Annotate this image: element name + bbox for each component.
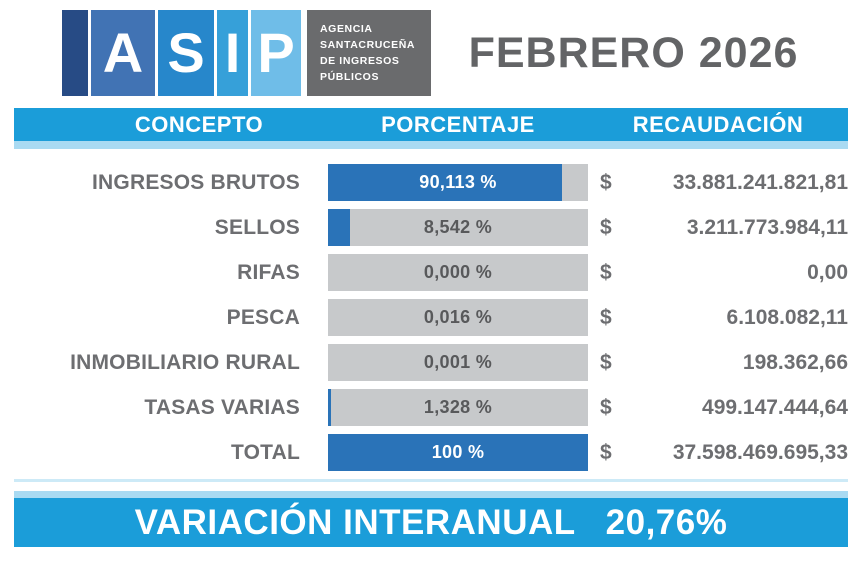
agency-name-box	[307, 10, 431, 96]
concept-label: RIFAS	[14, 261, 328, 285]
table-row-ingresos-brutos	[14, 164, 848, 201]
variation-value: 20,76%	[606, 503, 728, 543]
percentage-bar	[328, 434, 588, 471]
asip-logo	[62, 10, 431, 96]
collection-cell	[588, 216, 848, 240]
percentage-bar	[328, 209, 588, 246]
percentage-bar	[328, 299, 588, 336]
percentage-value: 100 %	[328, 434, 588, 471]
page-root	[0, 10, 862, 547]
percentage-value: 8,542 %	[328, 209, 588, 246]
currency-symbol: $	[600, 306, 612, 330]
amount-value: 0,00	[807, 261, 848, 285]
percentage-value: 0,000 %	[328, 254, 588, 291]
currency-symbol: $	[600, 216, 612, 240]
percentage-value: 1,328 %	[328, 389, 588, 426]
agency-name-line: PÚBLICOS	[320, 71, 431, 83]
variation-banner-main	[14, 498, 848, 547]
collection-cell	[588, 171, 848, 195]
concept-label: INMOBILIARIO RURAL	[14, 351, 328, 375]
percentage-bar	[328, 389, 588, 426]
column-header-concepto: CONCEPTO	[14, 112, 328, 138]
variation-label: VARIACIÓN INTERANUAL	[135, 503, 576, 543]
currency-symbol: $	[600, 441, 612, 465]
table-row-rifas	[14, 254, 848, 291]
table-row-inmobiliario-rural	[14, 344, 848, 381]
concept-label: TOTAL	[14, 441, 328, 465]
currency-symbol: $	[600, 396, 612, 420]
agency-name-line: SANTACRUCEÑA	[320, 39, 431, 51]
collection-cell	[588, 396, 848, 420]
percentage-value: 0,001 %	[328, 344, 588, 381]
collection-cell	[588, 441, 848, 465]
agency-name-line: DE INGRESOS	[320, 55, 431, 67]
table-header-band	[14, 108, 848, 141]
currency-symbol: $	[600, 351, 612, 375]
logo-block-i	[217, 10, 248, 96]
column-header-porcentaje: PORCENTAJE	[328, 112, 588, 138]
logo-block-s	[158, 10, 214, 96]
currency-symbol: $	[600, 261, 612, 285]
logo-letter: S	[167, 25, 204, 81]
logo-block-p	[251, 10, 301, 96]
amount-value: 499.147.444,64	[702, 396, 848, 420]
percentage-bar	[328, 254, 588, 291]
amount-value: 33.881.241.821,81	[673, 171, 848, 195]
variation-banner	[14, 491, 848, 547]
logo-letter: P	[257, 25, 294, 81]
amount-value: 198.362,66	[743, 351, 848, 375]
logo-letter: A	[103, 25, 143, 81]
logo-block-accent	[62, 10, 88, 96]
column-header-recaudacion: RECAUDACIÓN	[588, 112, 848, 138]
page-header	[62, 10, 862, 96]
concept-label: SELLOS	[14, 216, 328, 240]
collection-table	[14, 164, 848, 471]
table-row-sellos	[14, 209, 848, 246]
logo-block-a	[91, 10, 155, 96]
header-substrip	[14, 141, 848, 149]
concept-label: PESCA	[14, 306, 328, 330]
amount-value: 3.211.773.984,11	[687, 216, 848, 240]
collection-cell	[588, 306, 848, 330]
currency-symbol: $	[600, 171, 612, 195]
logo-letter: I	[225, 25, 241, 81]
variation-banner-top-strip	[14, 491, 848, 498]
table-row-tasas-varias	[14, 389, 848, 426]
percentage-bar	[328, 164, 588, 201]
agency-name-line: AGENCIA	[320, 23, 431, 35]
collection-cell	[588, 261, 848, 285]
table-row-total	[14, 434, 848, 471]
period-title: FEBRERO 2026	[431, 10, 862, 96]
amount-value: 37.598.469.695,33	[673, 441, 848, 465]
collection-cell	[588, 351, 848, 375]
concept-label: TASAS VARIAS	[14, 396, 328, 420]
table-row-pesca	[14, 299, 848, 336]
percentage-value: 90,113 %	[328, 164, 588, 201]
amount-value: 6.108.082,11	[727, 306, 848, 330]
concept-label: INGRESOS BRUTOS	[14, 171, 328, 195]
percentage-value: 0,016 %	[328, 299, 588, 336]
percentage-bar	[328, 344, 588, 381]
separator-line	[14, 479, 848, 482]
